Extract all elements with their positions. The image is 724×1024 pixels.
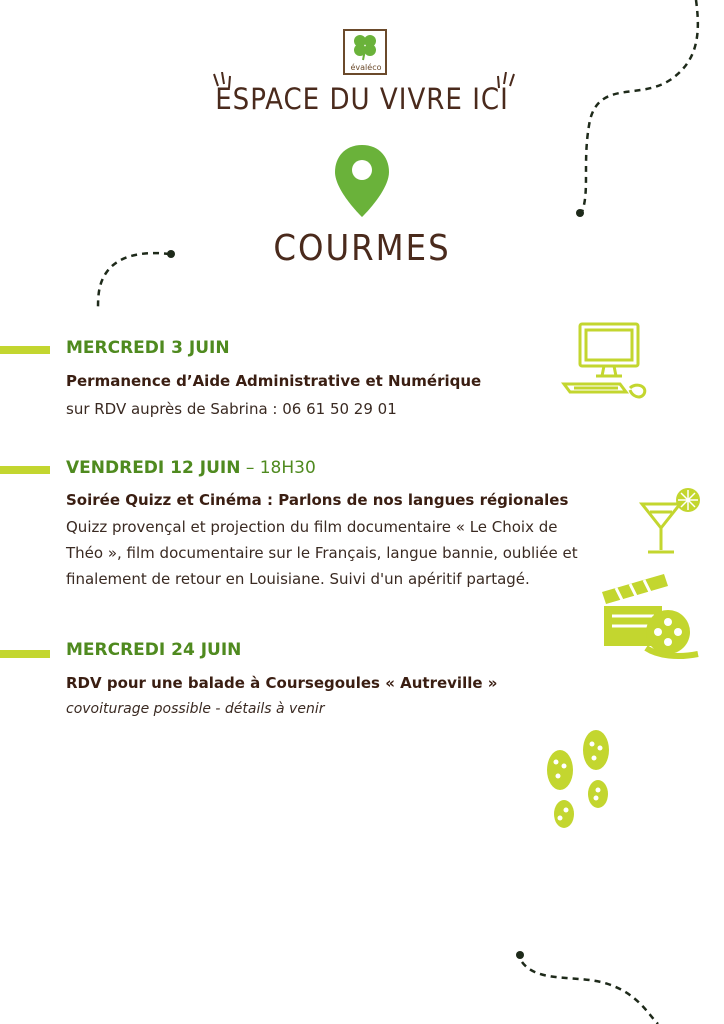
event-2-desc-line-1: Quizz provençal et projection du film documentaire « Le Choix de: [66, 518, 558, 536]
film-clapper-icon: [598, 570, 702, 660]
page-title: ESPACE DU VIVRE ICI: [215, 82, 509, 116]
event-2-desc-line-3: finalement de retour en Louisiane. Suivi d'un apéritif partagé.: [66, 570, 530, 588]
event-2-time: – 18H30: [240, 458, 316, 478]
location-pin-icon: [333, 143, 391, 219]
event-2-desc-line-2: Théo », film documentaire sur le Français, langue bannie, oubliée et: [66, 544, 578, 562]
footprints-icon: [540, 726, 618, 838]
event-1-title: Permanence d’Aide Administrative et Numérique: [66, 372, 482, 390]
event-1-day: [66, 338, 230, 358]
event-3-day: [66, 640, 241, 660]
dotted-path-top-right: [560, 0, 724, 230]
section-bar-3: [0, 650, 50, 658]
event-1-desc: sur RDV auprès de Sabrina : 06 61 50 29 01: [66, 400, 397, 418]
computer-icon: [560, 318, 656, 400]
section-bar-2: [0, 466, 50, 474]
event-2-day-label: VENDREDI 12 JUIN: [66, 458, 241, 478]
dotted-path-left: [88, 245, 188, 315]
logo-brand-text: évaléco: [350, 63, 382, 72]
dotted-path-bottom-right: [508, 944, 724, 1024]
cocktail-icon: [636, 486, 706, 558]
event-2-day: [66, 458, 316, 478]
event-1-day-label: MERCREDI 3 JUIN: [66, 338, 230, 358]
event-2-desc: [66, 514, 578, 592]
event-2-title: Soirée Quizz et Cinéma : Parlons de nos langues régionales: [66, 491, 569, 509]
event-3-title: RDV pour une balade à Coursegoules « Autreville »: [66, 674, 498, 692]
location-name: COURMES: [273, 228, 451, 269]
section-bar-1: [0, 346, 50, 354]
event-3-note: covoiturage possible - détails à venir: [66, 701, 325, 717]
event-3-day-label: MERCREDI 24 JUIN: [66, 640, 242, 660]
